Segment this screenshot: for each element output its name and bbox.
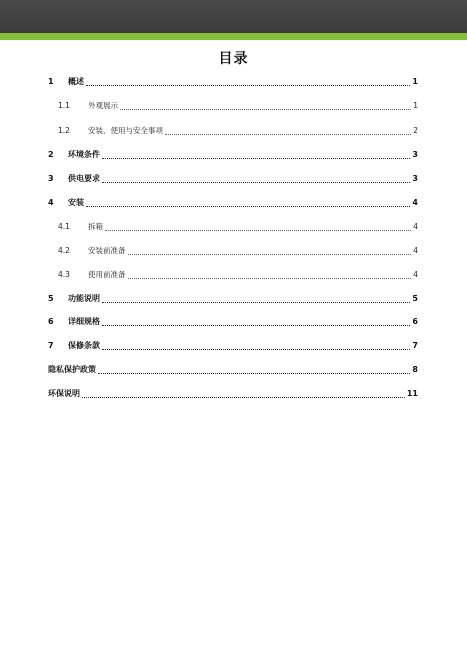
toc-entry-title: 详细规格 (68, 317, 100, 326)
toc-entry[interactable] (48, 171, 418, 185)
toc-entry-title: 供电要求 (68, 174, 100, 183)
toc-entry-page: 2 (413, 126, 418, 135)
dot-leader (120, 109, 411, 110)
dot-leader (102, 302, 410, 303)
toc-entry-title: 使用前准备 (88, 270, 126, 279)
dot-leader (102, 349, 410, 350)
dot-leader (98, 373, 410, 374)
toc-entry[interactable] (48, 291, 418, 305)
dot-leader (86, 206, 410, 207)
toc-entry[interactable] (48, 314, 418, 328)
dot-leader (128, 254, 412, 255)
toc-entry-title: 功能说明 (68, 294, 100, 303)
toc-entry[interactable] (48, 195, 418, 209)
toc-entry-number: 1 (48, 77, 54, 86)
toc-entry[interactable] (48, 219, 418, 233)
toc-entry-page: 4 (412, 198, 418, 207)
toc-entry-page: 11 (406, 389, 418, 398)
toc-entry-number: 1.1 (58, 101, 70, 110)
toc-entry-page: 3 (412, 174, 418, 183)
dot-leader (102, 182, 410, 183)
dot-leader (102, 325, 410, 326)
toc-entry-page: 8 (412, 365, 418, 374)
toc-entry-title: 保修条款 (68, 341, 100, 350)
toc-entry-page: 4 (413, 222, 418, 231)
toc-entry[interactable] (48, 74, 418, 88)
toc-title: 目录 (218, 51, 249, 67)
dot-leader (105, 230, 411, 231)
toc-entry-title: 安装 (68, 198, 84, 207)
toc-entry[interactable] (48, 338, 418, 352)
toc-entry-page: 5 (412, 294, 418, 303)
toc-entry-number: 4 (48, 198, 54, 207)
header-bar (0, 0, 467, 33)
toc-entry-page: 4 (413, 246, 418, 255)
toc-entry-number: 5 (48, 294, 54, 303)
dot-leader (165, 134, 411, 135)
toc-entry[interactable] (48, 243, 418, 257)
toc-entry-number: 1.2 (58, 126, 70, 135)
toc-entry-number: 6 (48, 317, 54, 326)
toc-entry-title: 概述 (68, 77, 84, 86)
header-accent-stripe (0, 33, 467, 40)
toc-entry[interactable] (48, 386, 418, 400)
toc-entry-number: 4.3 (58, 270, 70, 279)
toc-entry-title: 隐私保护政策 (48, 365, 96, 374)
toc-entry-page: 3 (412, 150, 418, 159)
toc-entry-title: 安装前准备 (88, 246, 126, 255)
dot-leader (86, 85, 410, 86)
toc-entry[interactable] (48, 147, 418, 161)
toc-entry-number: 2 (48, 150, 54, 159)
toc-entry[interactable] (48, 123, 418, 137)
toc-entry-title: 拆箱 (88, 222, 103, 231)
toc-entry-title: 环保说明 (48, 389, 80, 398)
dot-leader (82, 397, 405, 398)
toc-entry-page: 1 (412, 77, 418, 86)
toc-entry[interactable] (48, 267, 418, 281)
toc-entry-number: 4.2 (58, 246, 70, 255)
toc-entry[interactable] (48, 362, 418, 376)
toc-entry-page: 7 (412, 341, 418, 350)
toc-entry-page: 1 (413, 101, 418, 110)
dot-leader (128, 278, 412, 279)
toc-entry[interactable] (48, 98, 418, 112)
toc-entry-number: 7 (48, 341, 54, 350)
toc-entry-page: 6 (412, 317, 418, 326)
toc-entry-title: 安装、使用与安全事项 (88, 126, 163, 135)
toc-entry-title: 外观展示 (88, 101, 118, 110)
toc-entry-page: 4 (413, 270, 418, 279)
dot-leader (102, 158, 410, 159)
toc-entry-number: 3 (48, 174, 54, 183)
toc-entry-number: 4.1 (58, 222, 70, 231)
toc-entry-title: 环境条件 (68, 150, 100, 159)
